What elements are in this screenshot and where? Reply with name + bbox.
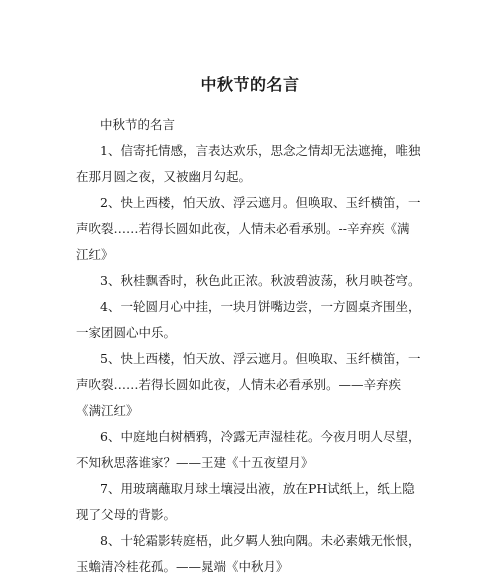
body-line: 2、快上西楼，怕天放、浮云遮月。但唤取、玉纤横笛，一 (100, 195, 421, 210)
body-line: 在那月圆之夜，又被幽月勾起。 (76, 169, 252, 184)
body-line: 3、秋桂飘香时，秋色此正浓。秋波碧波荡，秋月映苍穹。 (100, 273, 421, 288)
body-line: 8、十轮霜影转庭梧，此夕羁人独向隅。未必素娥无怅恨， (100, 533, 421, 548)
body-line: 4、一轮圆月心中挂，一块月饼嘴边尝，一方圆桌齐围坐， (100, 299, 421, 314)
document-title: 中秋节的名言 (200, 75, 300, 94)
body-line: 5、快上西楼，怕天放、浮云遮月。但唤取、玉纤横笛，一 (100, 351, 421, 366)
body-line: 中秋节的名言 (100, 117, 176, 132)
body-line: 1、信寄托情感，言表达欢乐，思念之情却无法遮掩，唯独 (100, 143, 421, 158)
body-line: 现了父母的背影。 (76, 507, 177, 522)
document-body (76, 112, 426, 580)
body-line: 7、用玻璃蘸取月球土壤浸出液，放在PH试纸上，纸上隐 (100, 481, 415, 496)
body-line: 声吹裂……若得长圆如此夜，人情未必看承别。--辛弃疾《满 (76, 221, 410, 236)
body-line: 玉蟾清冷桂花孤。——晁端《中秋月》 (76, 559, 289, 574)
body-line: 一家团圆心中乐。 (76, 325, 177, 340)
body-line: 声吹裂……若得长圆如此夜，人情未必看承别。——辛弃疾 (76, 377, 402, 392)
body-line: 《满江红》 (76, 403, 139, 418)
body-line: 不知秋思落谁家？——王建《十五夜望月》 (76, 455, 314, 470)
body-line: 6、中庭地白树栖鸦，冷露无声湿桂花。今夜月明人尽望， (100, 429, 421, 444)
body-line: 江红》 (76, 247, 114, 262)
